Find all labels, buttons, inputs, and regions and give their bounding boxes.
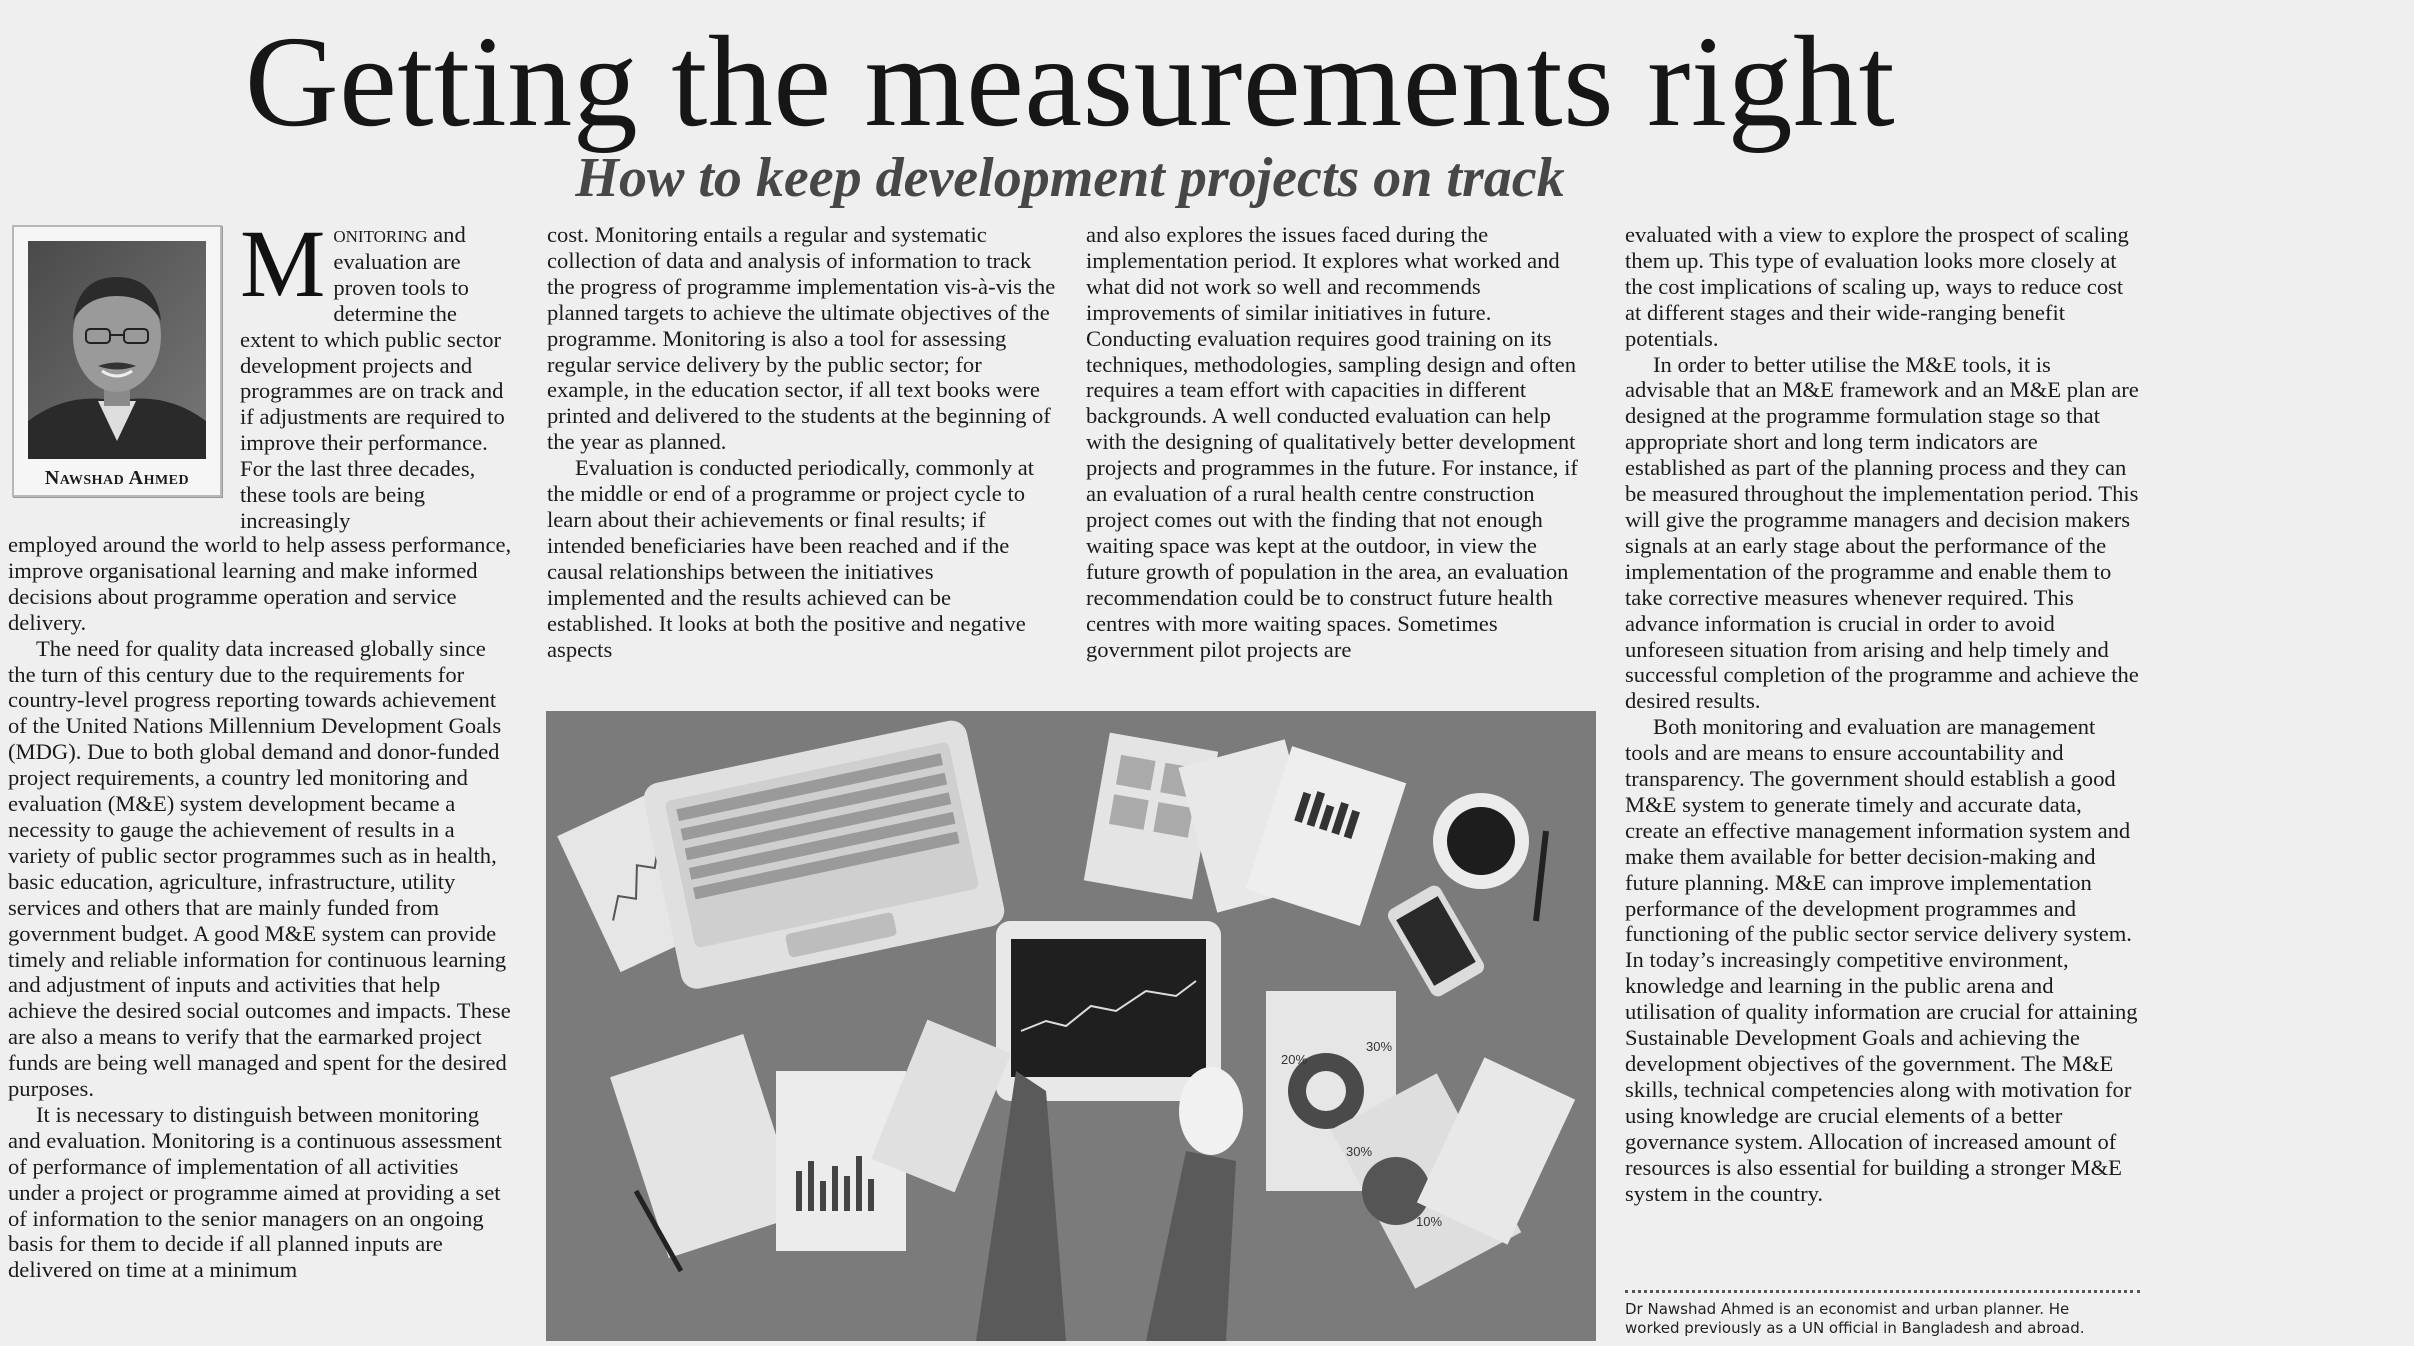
footnote-line: worked previously as a UN official in Bangladesh and abroad. <box>1625 1319 2085 1337</box>
pie-percent-label: 30% <box>1366 1039 1393 1054</box>
paragraph: Evaluation is conducted periodically, commonly at the middle or end of a programme or project cycle to learn about their achievements or final results; if intended beneficiaries have been reached and if the causal relationships between the initiatives implemented and the results achieved can be established. It looks at both the positive and negative aspects <box>547 455 1035 662</box>
paragraph: cost. Monitoring entails a regular and systematic collection of data and analysis of information to track the progress of programme implementation vis-à-vis the planned targets to achieve the ultimate objectives of the programme. Monitoring is also a tool for assessing regular service delivery by the public sector; for example, in the education sector, if all text books were printed and delivered to the students at the beginning of the year as planned. <box>547 222 1056 455</box>
author-byline: Nawshad Ahmed <box>44 467 190 489</box>
column-b <box>547 222 1057 662</box>
paragraph: Both monitoring and evaluation are management tools and are means to ensure accountability and transparency. The government should establish a good M&E system to generate timely and accurate data, create an effective management information system and make them available for better decision-making and future planning. M&E can improve implementation performance of the development programmes and functioning of the public sector service delivery system. In today’s increasingly competitive environment, knowledge and learning in the public arena and utilisation of quality information are crucial for attaining Sustainable Development Goals and achieving the development objectives of the government. The M&E skills, technical competencies along with motivation for using knowledge are crucial elements of a better governance system. Allocation of increased amount of resources is also essential for building a stronger M&E system in the country. <box>1625 714 2138 1206</box>
paragraph: The need for quality data increased globally since the turn of this century due to the requirements for country-level progress reporting towards achievement of the United Nations Millennium Development Goals (MDG). Due to both global demand and donor-funded project requirements, a country led monitoring and evaluation (M&E) system development became a necessity to gauge the achievement of results in a variety of public sector programmes such as in health, basic education, agriculture, infrastructure, utility services and others that are mainly funded from government budget. A good M&E system can provide timely and reliable information for continuous learning and adjustment of inputs and activities that help achieve the desired social outcomes and impacts. These are also a means to verify that the earmarked project funds are being well managed and spent for the desired purposes. <box>8 635 511 1102</box>
column-a-bottom <box>8 532 513 1283</box>
column-d <box>1625 222 2140 1206</box>
footnote-line: Dr Nawshad Ahmed is an economist and urban planner. He <box>1625 1300 2070 1318</box>
pie-percent-label: 10% <box>1416 1214 1443 1229</box>
paragraph: It is necessary to distinguish between monitoring and evaluation. Monitoring is a continuous assessment of performance of implementation of all activities under a project or programme aimed at providing a set of information to the senior managers on an ongoing basis for them to decide if all planned inputs are delivered on time at a minimum <box>8 1101 502 1283</box>
author-portrait-icon <box>28 241 206 459</box>
lead-caps: onitoring <box>333 222 428 248</box>
pie-percent-label: 30% <box>1346 1144 1373 1159</box>
subheadline: How to keep development projects on track <box>575 147 1565 209</box>
author-photo-box <box>12 225 222 497</box>
paragraph: employed around the world to help assess performance, improve organisational learning and make informed decisions about programme operation and service delivery. <box>8 532 512 635</box>
paragraph: evaluated with a view to explore the prospect of scaling them up. This type of evaluation looks more closely at the cost implications of scaling up, ways to reduce cost at different stages and their wide-ranging benefit potentials. <box>1625 222 2129 351</box>
paragraph: and also explores the issues faced during the implementation period. It explores what worked and what did not work so well and recommends improvements of similar initiatives in future. Conducting evaluation requires good training on its techniques, methodologies, sampling design and often requires a team effort with capacities in different backgrounds. A well conducted evaluation can help with the designing of qualitatively better development projects and programmes in the future. For instance, if an evaluation of a rural health centre construction project comes out with the finding that not enough waiting space was kept at the outdoor, in view the future growth of population in the area, an evaluation recommendation could be to construct future health centres with more waiting spaces. Sometimes government pilot projects are <box>1086 222 1578 662</box>
column-c <box>1086 222 1596 662</box>
desk-laptop-tablet-charts-illustration <box>546 711 1596 1341</box>
drop-cap: M <box>240 210 326 317</box>
column-a-top <box>240 210 508 534</box>
footnote-divider <box>1625 1290 2140 1293</box>
pie-percent-label: 20% <box>1281 1052 1308 1067</box>
headline: Getting the measurements right <box>244 10 1896 154</box>
author-footnote <box>1625 1300 2185 1338</box>
paragraph-text: and evaluation are proven tools to determine the extent to which public sector development projects and programmes are on track and if adjustments are required to improve their performance. For the last three decades, these tools are being increasingly <box>240 222 505 533</box>
paragraph: In order to better utilise the M&E tools, it is advisable that an M&E framework and an M&E plan are designed at the programme formulation stage so that appropriate short and long term indicators are established as part of the planning process and they can be measured throughout the implementation period. This will give the programme managers and decision makers signals at an early stage about the performance of the implementation of the programme and enable them to take corrective measures whenever required. This advance information is crucial in order to avoid unforeseen situation from arising and help timely and successful completion of the programme and achieve the desired results. <box>1625 351 2139 714</box>
